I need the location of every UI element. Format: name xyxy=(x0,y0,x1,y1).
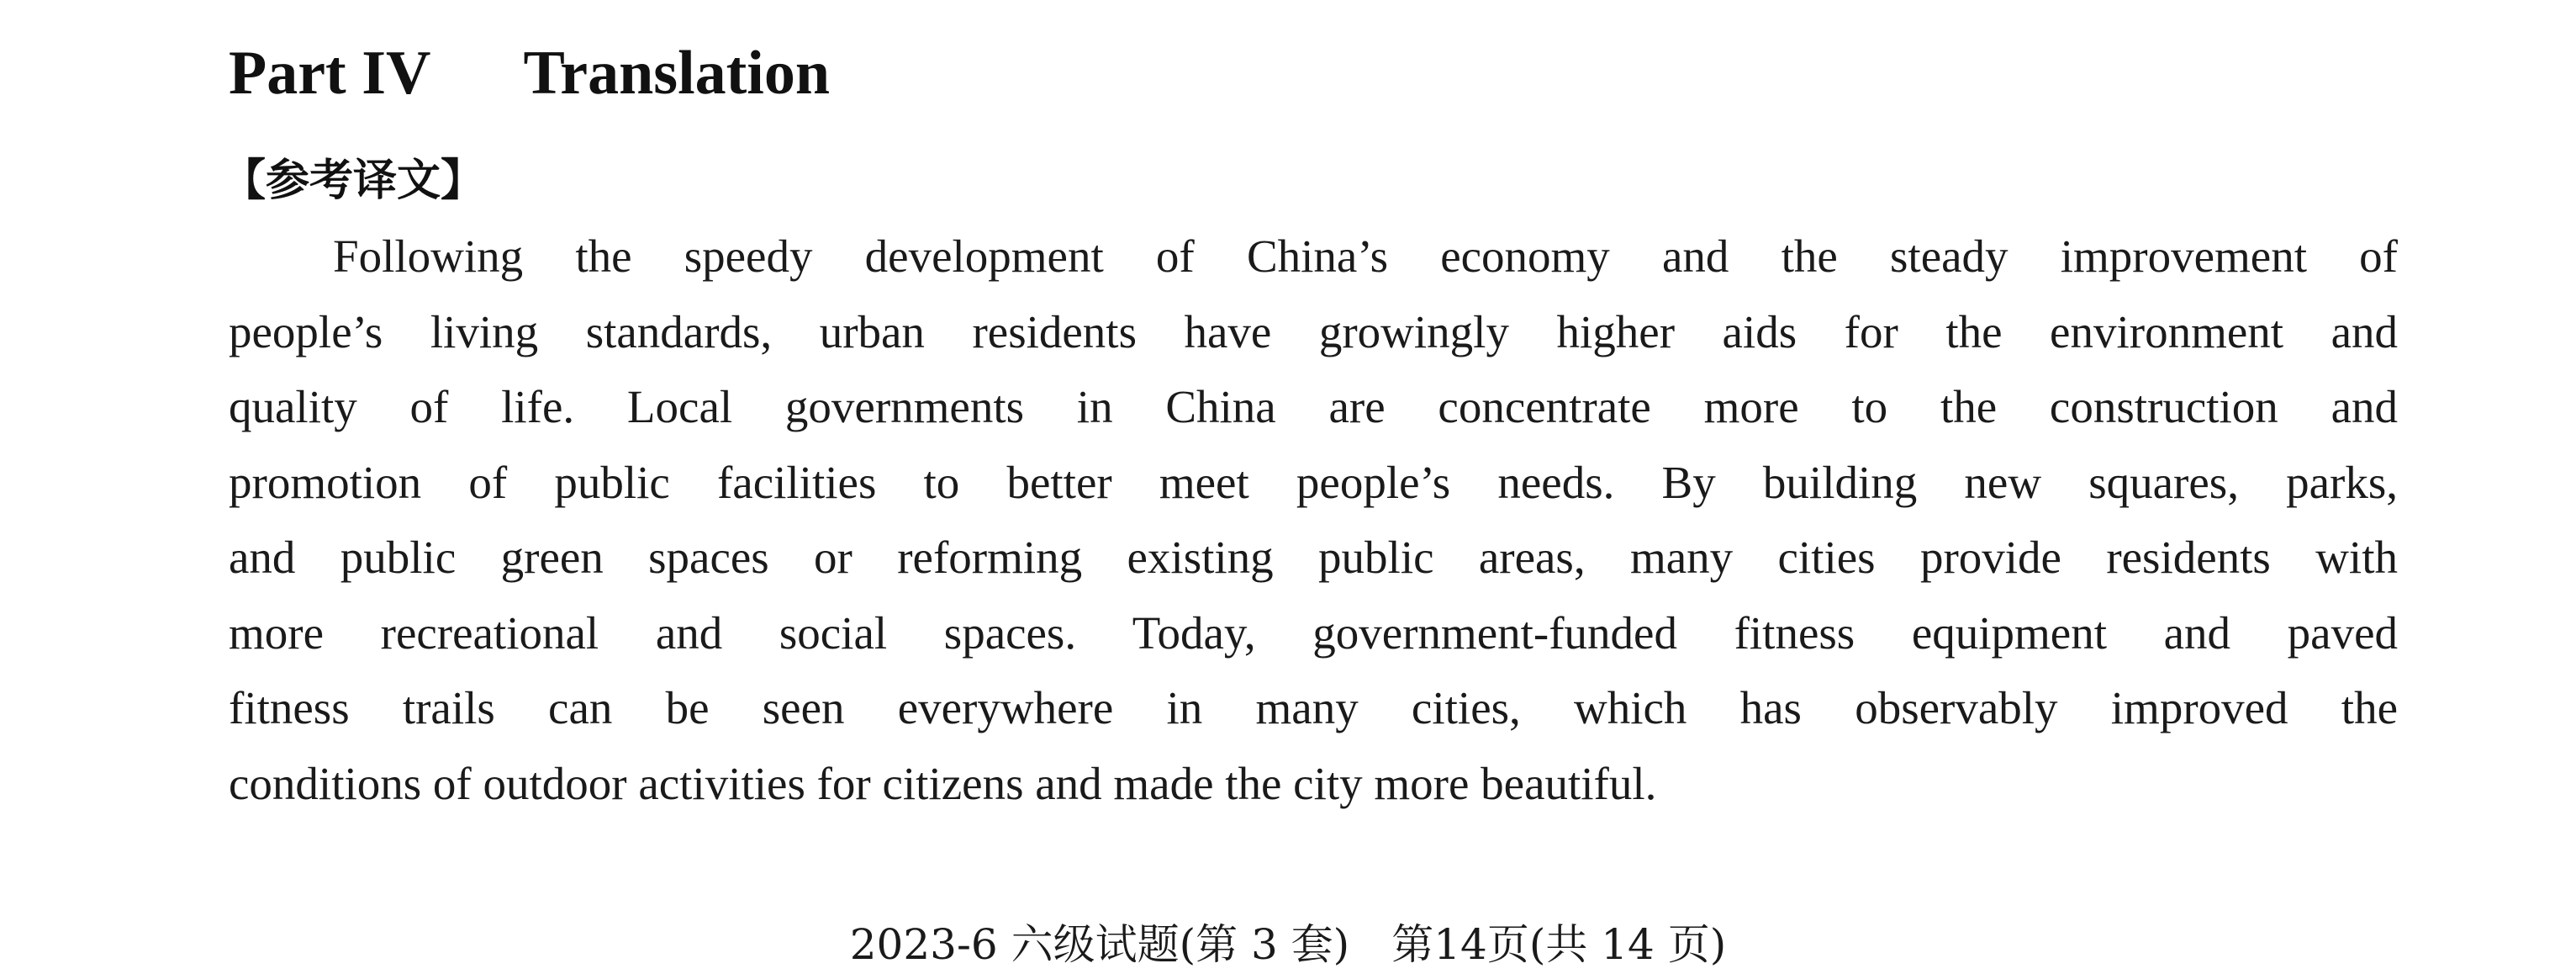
passage-line: fitness trails can be seen everywhere in many cities, which has observably improved the xyxy=(229,682,2398,733)
passage-line: and public green spaces or reforming existing public areas, many cities provide residents with xyxy=(229,532,2398,583)
section-title: Translation xyxy=(523,39,831,108)
passage-line: people’s living standards, urban residents have growingly higher aids for the environment and xyxy=(229,305,2398,357)
exam-label: 2023-6 六级试题(第 3 套) xyxy=(849,920,1350,969)
translation-passage xyxy=(229,219,2398,821)
section-heading xyxy=(229,35,830,111)
passage-line: more recreational and social spaces. Today, government-funded fitness equipment and paved xyxy=(229,606,2398,659)
passage-line: conditions of outdoor activities for citizens and made the city more beautiful. xyxy=(229,757,1657,809)
page-footer xyxy=(0,915,2576,974)
reference-translation-label: 【参考译文】 xyxy=(222,156,485,206)
passage-line: quality of life. Local governments in China are concentrate more to the construction and xyxy=(229,381,2398,432)
part-number: Part IV xyxy=(229,39,431,108)
passage-line: Following the speedy development of China’s economy and the steady improvement of xyxy=(333,230,2398,282)
passage-line: promotion of public facilities to better meet people’s needs. By building new squares, parks, xyxy=(229,456,2398,508)
page-number: 第14页(共 14 页) xyxy=(1391,920,1727,969)
